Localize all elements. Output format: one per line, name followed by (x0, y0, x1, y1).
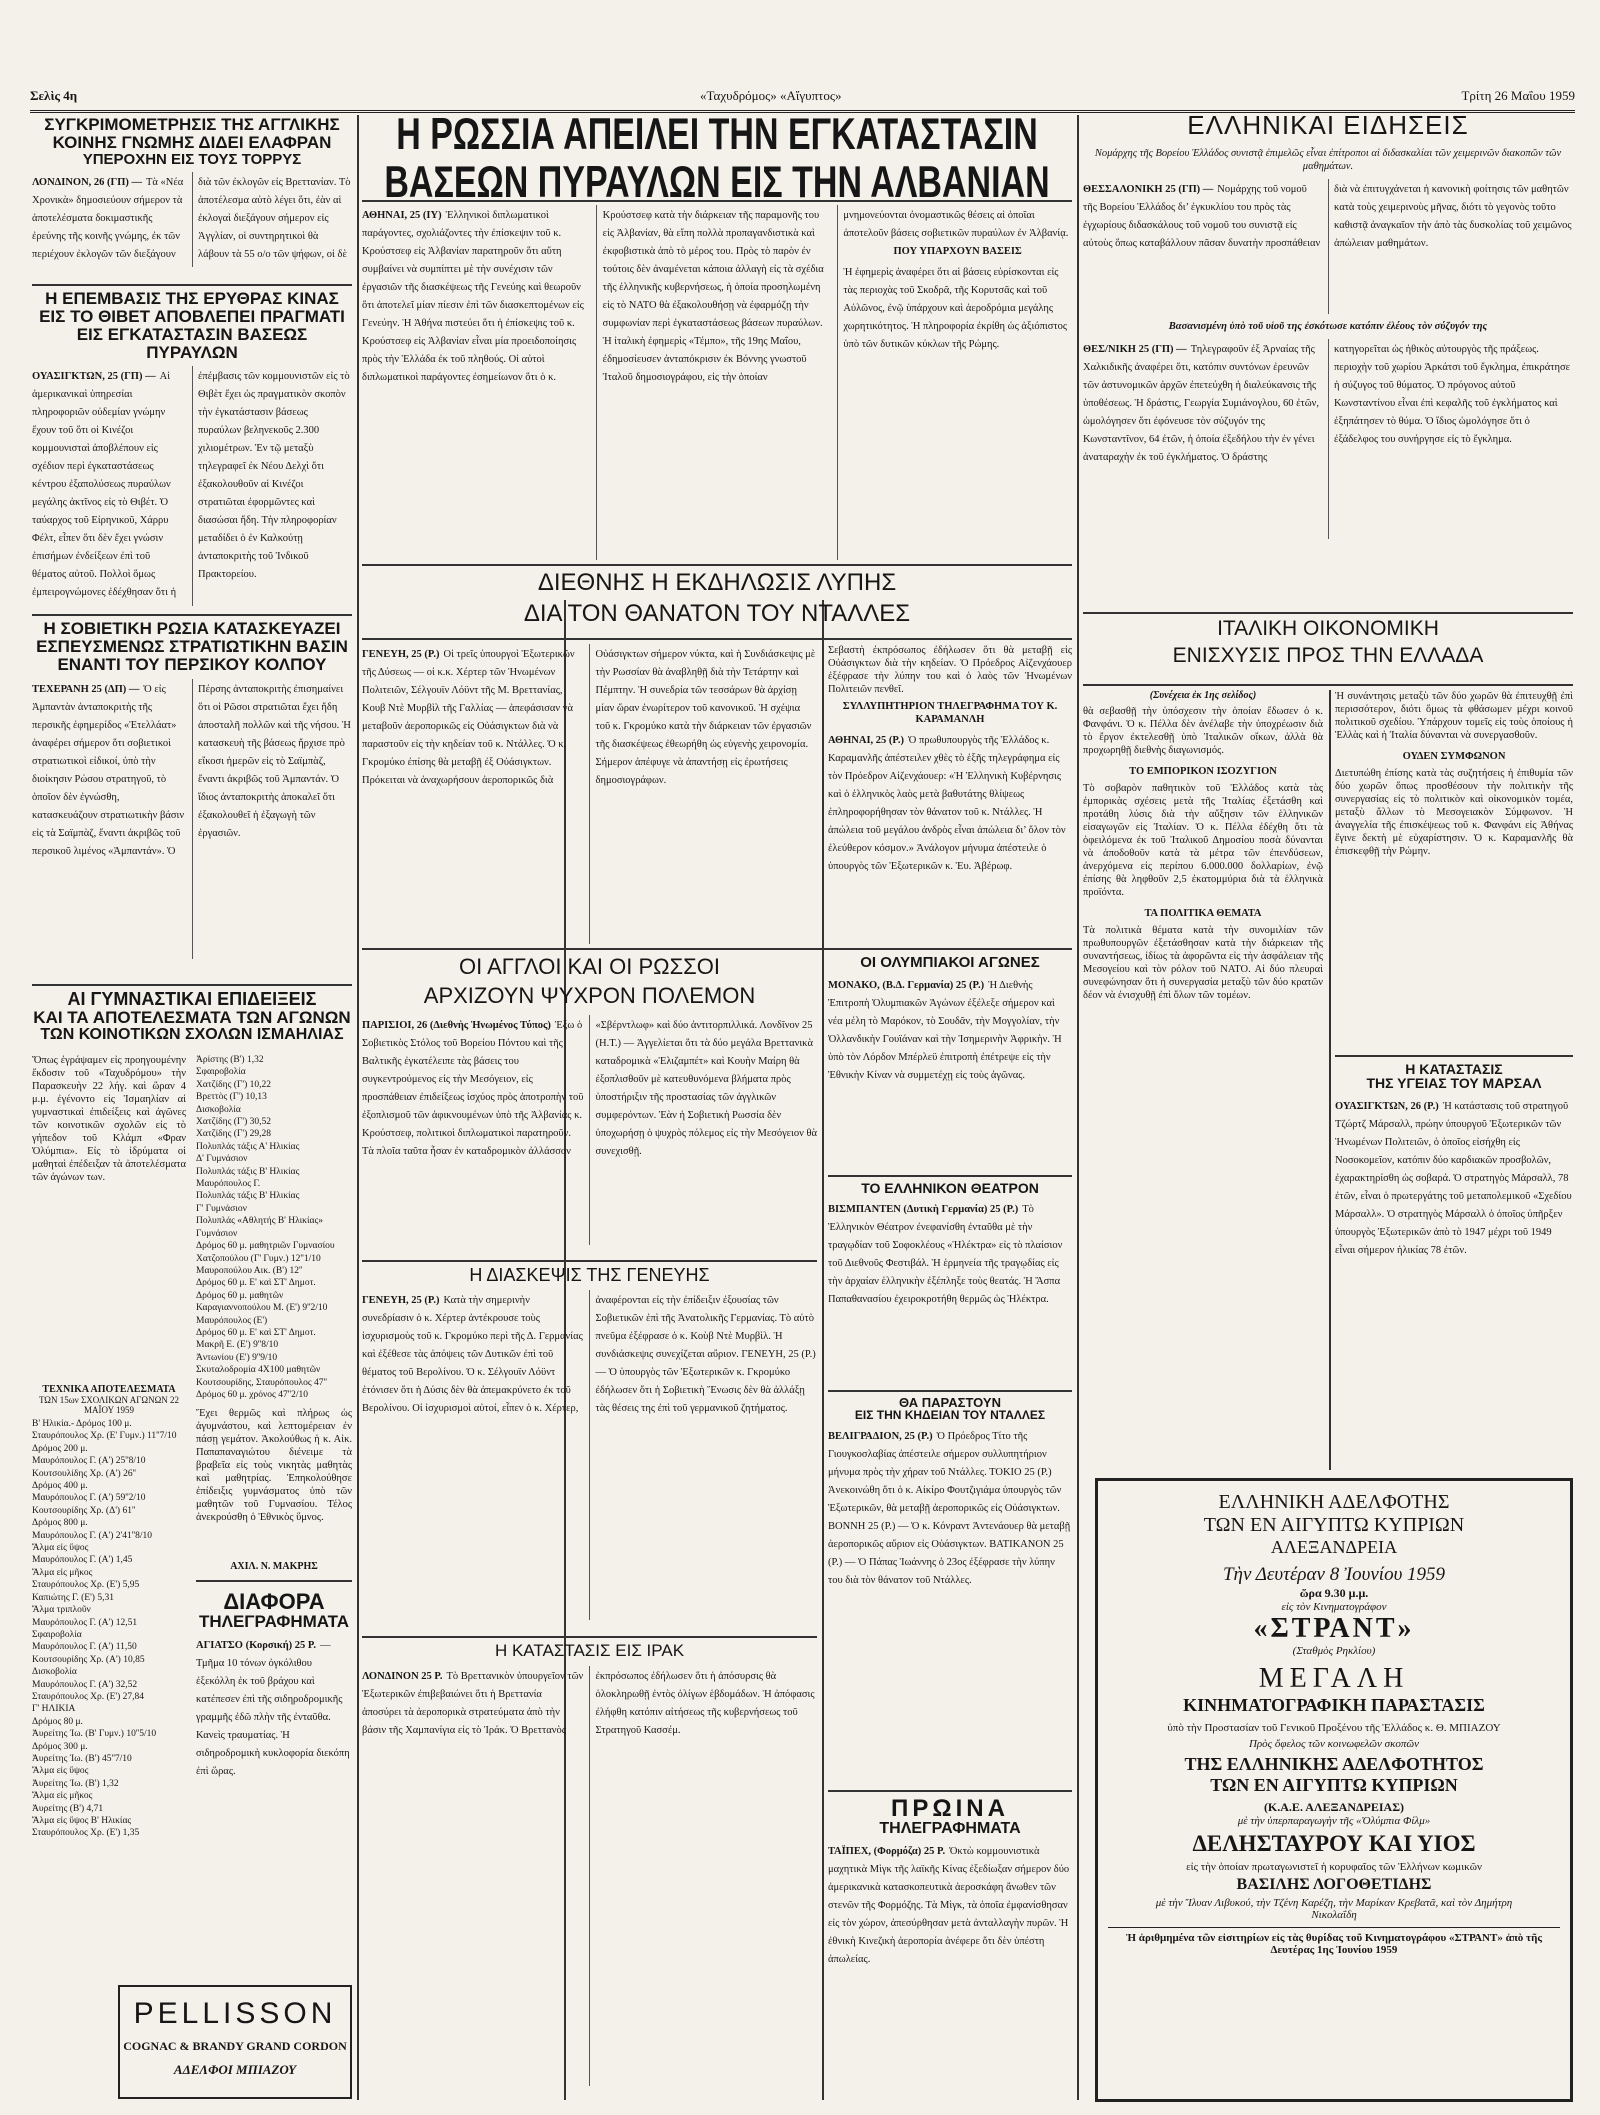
ad-cast: μὲ τὴν Ἴλυαν Λιβυκού, τὴν Τζένη Καρέζη, τὴν Μαρίκαν Κρεβατᾶ, καὶ τὸν Δημήτρη Νικολαΐδη (1155, 1897, 1513, 1921)
result-line: Σφαιροβολία (32, 1629, 82, 1640)
result-line: Μαυρόπουλος Γ. (Α') 12,51 (32, 1617, 138, 1628)
ad-venue-pre: εἰς τὸν Κινηματογράφον (1281, 1601, 1387, 1613)
article-funeral (828, 1390, 1072, 1785)
article-body (32, 679, 352, 959)
article-text: Σεβαστὴ ἐκπρόσωπος ἐδήλωσεν ὅτι θὰ μεταβῇ εἰς Οὐάσιγκτων διὰ τὴν κηδείαν. Ὁ Πρόεδρος Αἰζενχάουερ ἐξέφρασε τὴν λύπην του καὶ ὁ λαὸς τῶν Ἡνωμένων Πολιτειῶν πενθεῖ. (828, 645, 1072, 695)
result-line: Δρόμος 800 μ. (32, 1518, 88, 1529)
result-line: Δρόμος 60 μ. μαθητριῶν Γυμνασίου (196, 1241, 335, 1252)
results-subtitle: ΤΩΝ 15ων ΣΧΟΛΙΚΩΝ ΑΓΩΝΩΝ 22 ΜΑΪΟΥ 1959 (38, 1395, 180, 1415)
article-text: Διετυπώθη ἐπίσης κατὰ τὰς συζητήσεις ἡ ἐπιθυμία τῶν δύο χωρῶν ὅπως προσθέσουν τὴν πολιτικὴν τῆς συνεργασίας εἰς τὸ πολιτικὸν καὶ οἰκονομικὸν τομέα, μεταξὺ ἄλλων τὸ Μεσογειακὸν Σύμφωνον. Ἡ ἀναγγελία τῆς ἐπισκέψεως τοῦ κ. Φανφάνι εἰς Ἀθήνας ἔγινε δεκτὴ μὲ εὐχαρίστησιν. Ὁ κ. Καραμανλῆς θὰ ἐπισκεφθῇ τὴν Ρώμην. (1335, 768, 1573, 857)
article-text: Ἡ Διεθνὴς Ἐπιτροπὴ Ὀλυμπιακῶν Ἀγώνων ἐξέλεξε σήμερον καὶ νέα μέλη τὸ Μαρόκον, τὸ Σουδᾶν, τὴν Μογγολίαν, τὴν Ὀλλανδικὴν Γουϊάναν καὶ τὴν Ἰσημερινὴν Ἀφρικὴν. Ἡ ὑπὸ τὸν Λόρδον Μπέρλεϋ ἐπιτροπὴ ἐπέτρεψε εἰς τὴν Ἐθνικὴν Κίναν νὰ συμμετέχῃ εἰς τοὺς ἀγῶνας. (828, 979, 1062, 1081)
article-theatre (828, 1175, 1072, 1385)
continued-note: (Συνέχεια ἐκ 1ης σελίδος) (1149, 690, 1257, 701)
result-line: Πολυπλάς τάξις Α' Ηλικίας (196, 1141, 300, 1152)
divider (32, 984, 352, 986)
divider (32, 284, 352, 286)
dateline: ΑΘΗΝΑΙ, 25 (Ρ.) (828, 735, 905, 746)
divider (362, 564, 1072, 566)
subheading: ΣΥΛΛΥΠΗΤΗΡΙΟΝ ΤΗΛΕΓΡΑΦΗΜΑ ΤΟΥ Κ. ΚΑΡΑΜΑΝΛΗ (842, 701, 1058, 725)
headline: Η ΔΙΑΣΚΕΨΙΣ ΤΗΣ ΓΕΝΕΥΗΣ (469, 1264, 710, 1285)
ad-benefit: Πρὸς ὄφελος τῶν κοινωφελῶν σκοπῶν (1248, 1738, 1420, 1750)
result-line: Μαυρόπουλος Γ. (Α') 25''8/10 (32, 1456, 146, 1467)
ad-org: ΤΩΝ ΕΝ ΑΙΓΥΠΤΩ ΚΥΠΡΙΩΝ (1210, 1775, 1458, 1795)
article-albania (362, 205, 1072, 560)
result-line: Β' Ηλικία.- Δρόμος 100 μ. (32, 1419, 132, 1429)
result-line: Χατζίδης (Γ') 30,52 (196, 1117, 272, 1128)
article-text: — Τμῆμα 10 τόνων ὀγκόλιθου ἐξεκόλλη ἐκ τοῦ βράχου καὶ κατέπεσεν ἐπὶ τῆς σιδηροδρομικῆς γραμμῆς ἐδῶ πλὴν τῆς ἐνταῦθα. Κανεὶς τραυματίας. Ἡ σιδηροδρομικὴ κυκλοφορία διεκόπη ἐπὶ ὥρας. (196, 1639, 350, 1777)
article-poll (32, 116, 352, 281)
result-line: Ἅλμα εἰς μῆκος (32, 1567, 93, 1578)
issue-date: Τρίτη 26 Μαΐου 1959 (1461, 88, 1575, 103)
result-line: Κουτσουρίδης, Σταυρόπουλος 47'' (196, 1377, 327, 1388)
ital-headline-block (1083, 618, 1573, 680)
article-text: Ἑλληνικοὶ διπλωματικοὶ παράγοντες, σχολιάζοντες τὴν ἐπίσκεψιν τοῦ κ. Κρούστσεφ εἰς Ἀλβανίαν παρατηροῦν ὅτι αὕτη συμβαίνει νὰ συμπίπτει μὲ τὴν συνέχισιν τῶν ἐργασιῶν τῆς διασκέψεως τῆς Γενεύης καὶ θεωροῦν ὅτι ἀποτελεῖ μίαν πίεσιν ἐπὶ τῶν διασκεπτομένων εἰς Γενεύην. Ἡ Ἀθήνα πιστεύει ὅτι ἡ ἐπίσκεψις τοῦ κ. Κρούστσεφ εἰς Ἀλβανίαν εἶναι μία προειδοποίησις πρὸς τὴν Ἑλλάδα ἐκ τοῦ πληθούς. Οἱ αὐτοὶ διπλωματικοὶ παράγοντες ἐσημείωνον ὅτι ὁ κ. Κρούστσεφ κατὰ τὴν διάρκειαν τῆς παραμονῆς του εἰς Ἀλβανίαν, θὰ εἴπη πολλὰ προπαγανδιστικὰ καὶ ἐκφοβιστικὰ ἀπὸ τὸ μέρος του. Πρὸς τὸ παρὸν ἐν τούτοις δὲν ἀναμένεται κάποια ἀλλαγὴ εἰς τὰ σχέδια τῆς ἑλληνικῆς κυβερνήσεως, ἡ ὁποία προσηλωμένη εἰς τὸ ΝΑΤΟ θὰ ἐξακολουθήσῃ νὰ ἐφαρμόζῃ τὴν συμφωνίαν περὶ ἐγκαταστάσεως βάσεων πυραύλων. Ἡ ἰταλικὴ ἐφημερὶς «Τέμπο», τῆς 19ης Μαΐου, ἐδημοσίευσεν ἀνταπόκρισιν ἐκ Βόννης γνωστοῦ Ἰταλοῦ δημοσιογράφου, εἰς τὴν ὁποίαν μνημονεύονται ὀνομαστικῶς θέσεις αἱ ὁποῖαι ἀποτελοῦν βάσεις σοβιετικῶν πυραύλων ἐν Ἀλβανίᾳ. (362, 210, 1069, 383)
result-line: Πολυπλάς τάξις Β' Ηλικίας (196, 1191, 300, 1202)
dateline: ΜΟΝΑΚΟ, (Β.Δ. Γερμανία) 25 (Ρ.) (828, 979, 985, 991)
article-dulles (362, 644, 817, 944)
result-line: Μαυρόπουλος Γ. (196, 1179, 261, 1190)
article-text: Νομάρχης τοῦ νομοῦ τῆς Βορείου Ἑλλάδος δι’ ἐγκυκλίου του πρὸς τὰς ἐγχωρίους διδασκάλους τοῦ νομοῦ του συνιστᾷ εἰς αὐτοὺς ὅπως καταβάλλουν πᾶσαν δυνατὴν προσπάθειαν διὰ νὰ ἐπιτυγχάνεται ἡ κανονικὴ φοίτησις τῶν μαθητῶν κατὰ τοὺς χειμερινοὺς μῆνας, διότι τὸ γεγονὸς τοῦτο καθιστᾷ ἀναγκαῖον τὴν ἀπὸ τὰς δυσκολίας τοῦ χειμῶνος ἀπώλειαν μαθημάτων. (1083, 184, 1572, 250)
dateline: ΑΘΗΝΑΙ, 25 (ΙΥ) (362, 210, 442, 221)
headline: ΠΡΩΙΝΑ (891, 1794, 1009, 1822)
ad-brand: PELLISSON (133, 1997, 337, 2030)
result-line: Δρόμος 60 μ. χρόνος 47''2/10 (196, 1389, 309, 1400)
dateline: ΛΟΝΔΙΝΟΝ 25 Ρ. (362, 1670, 443, 1682)
headline: ΕΝΙΣΧΥΣΙΣ ΠΡΟΣ ΤΗΝ ΕΛΛΑΔΑ (1172, 644, 1484, 668)
result-line: Ἅλμα τριπλοῦν (32, 1605, 91, 1616)
result-line: Χατζίδης (Γ') 10,22 (196, 1079, 272, 1090)
headline: ΕΙΣ ΤΗΝ ΚΗΔΕΙΑΝ ΤΟΥ ΝΤΑΛΛΕΣ (854, 1408, 1046, 1423)
article-text: Τὰ πολιτικὰ θέματα κατὰ τὴν συνομιλίαν τῶν πρωθυπουργῶν ἐξετάσθησαν κατὰ τὴν διάρκειαν τῆς συναντήσεως, ἰδίως τὰ ἀφορῶντα εἰς τὴν ἀσφάλειαν τῆς Μεσογείου καὶ τὸν ρόλον τοῦ ΝΑΤΟ. Αἱ δύο πλευραὶ συνεφώνησαν ὅτι ἡ συνεργασία μεταξὺ τῶν δύο κρατῶν δέον νὰ ἐνισχυθῇ ἐπὶ ὅλων τῶν τομέων. (1083, 925, 1323, 1001)
result-line: Πολυπλάς «Αθλητής Β' Ηλικίας» (196, 1216, 324, 1227)
dateline: ΒΙΣΜΠΑΝΤΕΝ (Δυτικὴ Γερμανία) 25 (Ρ.) (828, 1204, 1019, 1216)
headline: ΕΙΣ ΤΟ ΘΙΒΕΤ ΑΠΟΒΛΕΠΕΙ ΠΡΑΓΜΑΤΙ (39, 306, 345, 326)
article-text: Τὰ «Νέα Χρονικὰ» δημοσιεύουν σήμερον τὰ ἀποτελέσματα δοκιμαστικῆς ἐρεύνης τῆς κοινῆς γνώμης, ἐκ τῶν περιέχουν ἐκλογῶν τῶν διεξάγουν διὰ τῶν ἐκλογῶν εἰς Βρεττανίαν. Τὸ ἀποτέλεσμα αὐτὸ λέγει ὅτι, ἐὰν αἱ ἐκλογαὶ διεξάγουν σήμερον εἰς Ἀγγλίαν, οἱ συντηρητικοὶ θὰ λάβουν τὰ 55 ο/ο τῶν ψήφων, οἱ δὲ (32, 177, 351, 261)
ad-time: ὥρα 9.30 μ.μ. (1299, 1586, 1369, 1600)
ad-film-title: ΔΕΛΗΣΤΑΥΡΟΥ ΚΑΙ ΥΙΟΣ (1192, 1831, 1476, 1856)
result-line: Καπιώτης Γ. (Ε') 5,31 (32, 1592, 114, 1603)
result-line: Βρεττὸς (Γ') 10,13 (196, 1092, 267, 1103)
divider (828, 1790, 1072, 1792)
result-line: Μαυροπούλου Αικ. (Β') 12'' (196, 1265, 303, 1276)
result-line: Γ' Γυμνάσιον (196, 1203, 247, 1214)
result-line: Μακρῆ Ε. (Ε') 9''8/10 (196, 1340, 279, 1351)
article-dulles-cont (828, 644, 1072, 944)
headline: ΕΝΑΝΤΙ ΤΟΥ ΠΕΡΣΙΚΟΥ ΚΟΛΠΟΥ (57, 654, 327, 674)
headline: ΔΙΑΦΟΡΑ (223, 1588, 325, 1614)
headline: ΚΑΙ ΤΑ ΑΠΟΤΕΛΕΣΜΑΤΑ ΤΩΝ ΑΓΩΝΩΝ (33, 1007, 351, 1027)
result-line: Κουτσουρίδης Χρ. (Δ') 61'' (32, 1505, 136, 1516)
article-text: Τηλεγραφοῦν ἐξ Ἀρναίας τῆς Χαλκιδικῆς ἀναφέρει ὅτι, κατόπιν συντόνων ἐρευνῶν τῶν ἀστυνομικῶν ἀρχῶν ἐπετεύχθη ἡ διαλεύκανσις τῆς ὑποθέσεως. Ἡ δράστις, Γεωργία Συμιάνογλου, 60 ἐτῶν, ὡμολόγησεν ὅτι ἐφόνευσε τὸν σύζυγόν της Κωνσταντῖνον, 64 ἐτῶν, ἡ ὁποία ἐξεδήλου τὴν ἐν γένει ἀναταραχὴν ἐκ τοῦ ἐγκλήματος. Ὁ δράστης κατηγορεῖται ὡς ἠθικὸς αὐτουργὸς τῆς πράξεως. (1083, 344, 1539, 464)
article-text: Ὁ πρωθυπουργὸς τῆς Ἑλλάδος κ. Καραμανλῆς ἀπέστειλεν χθὲς τὸ ἑξῆς τηλεγράφημα εἰς τὸν Πρόεδρον Αἰζενχάουερ: «Ἡ Ἑλληνικὴ Κυβέρνησις καὶ ὁ ἑλληνικὸς λαὸς μετὰ βαθυτάτης θλίψεως ἐπληροφορήθησαν τὸν θάνατον τοῦ κ. Ντάλλες. Ἡ ἀπώλεια τοῦ μεγάλου ἀνδρὸς εἶναι ἀπώλεια δι’ ὅλον τὸν ἐλεύθερον κόσμον.» Ἀνάλογον μήνυμα ἀπέστειλε ὁ ὑπουργὸς τῶν Ἐξωτερικῶν κ. Ἐυ. Ἀβέρωφ. (828, 735, 1066, 872)
divider (1083, 684, 1573, 686)
subheading: ΤΟ ΕΜΠΟΡΙΚΟΝ ΙΣΟΖΥΓΙΟΝ (1129, 766, 1277, 777)
result-line: Χατζοπούλου (Γ' Γυμν.) 12''1/10 (196, 1253, 321, 1264)
headline: ΤΗΛΕΓΡΑΦΗΜΑΤΑ (198, 1611, 350, 1631)
headline: ΤΟ ΕΛΛΗΝΙΚΟΝ ΘΕΑΤΡΟΝ (861, 1179, 1039, 1196)
divider (828, 1175, 1072, 1177)
article-text: Ἡ κατάστασις τοῦ στρατηγοῦ Τζώρτζ Μάρσαλλ, πρώην ὑπουργοῦ Ἐξωτερικῶν τῶν Ἡνωμένων Πολιτειῶν, ὁ ὁποῖος εἰσήχθη εἰς Νοσοκομεῖον, κατόπιν δύο καρδιακῶν προσβολῶν, ἐχαρακτηρίσθη ὡς σοβαρά. Ὁ στρατηγὸς Μάρσαλλ, 78 ἐτῶν, εἶναι ὁ πρωτεργάτης τοῦ μεταπολεμικοῦ «Σχεδίου Μάρσαλλ». Ὁ στρατηγὸς Μάρσαλλ ὁ ὁποῖος ὑπῆρξεν ὑπουργὸς Ἐξωτερικῶν ἀπὸ τὸ 1947 μέχρι τοῦ 1949 εἶναι σήμερον ἡλικίας 78 ἐτῶν. (1335, 1100, 1572, 1256)
paper-name: «Ταχυδρόμος» «Αἴγυπτος» (700, 88, 842, 103)
column-rule (1329, 690, 1331, 1470)
main-headline-block (362, 108, 1072, 200)
article-text: Ὅπως ἐγράψαμεν εἰς προηγουμένην ἔκδοσιν τοῦ «Ταχυδρόμου» τὴν Παρασκευὴν 22 λήγ. καὶ ὥραν 4 μ.μ. ἐγένοντο εἰς Ἰσμαηλίαν αἱ γυμναστικαὶ ἐπιδείξεις καὶ ἀγῶνες τῶν κοινοτικῶν σχολῶν εἰς τὸ γήπεδον τοῦ Κλάμπ «Φραν Ὀλύμπια». Εἰς τὸ ἰδρύματα οἱ μαθηταὶ ἐπέδειξαν τὰ ἀποτελέσματα τῶν ἀγώνων των. (32, 1055, 186, 1183)
result-line: Ἅλμα εἰς ὕψος Β' Ηλικίας (32, 1816, 132, 1826)
result-line: Κουτσουλίδης Χρ. (Α') 26'' (32, 1468, 136, 1479)
dateline: ΤΑΪΠΕΧ, (Φορμόζα) 25 Ρ. (828, 1846, 946, 1858)
ad-product: COGNAC & BRANDY GRAND CORDON (123, 2039, 347, 2053)
article-text: Ἐξω ὁ Σοβιετικὸς Στόλος τοῦ Βορείου Πόντου καὶ τῆς Βαλτικῆς ἐγκατέλειπε τὰς βάσεις του συγκεντρούμενος εἰς τὴν Μεσόγειον, εἰς προσπάθειαν ἐπιδείξεως ἰσχύος πρὸς ἀποτροπὴν τοῦ ἐξοπλισμοῦ τῶν ἀφικνουμένων ὑπὸ τῆς Ἀλβανίας κ. Κρούστσεφ, πολιτικοὶ διπλωματικοὶ παρατηροῦν. Τὰ πλοῖα ταῦτα ἦσαν ἐν καταδρομικὸν ἀλλάσσον «Σβέρντλωφ» καὶ δύο ἀντιτορπιλλικά. Λονδῖνον 25 (Η.Τ.) — Ἀγγελίεται ὅτι τὰ δύο μεγάλα Βρεττανικὰ καταδρομικὰ «Ἐλιζαμπέτ» καὶ Κουὴν Μαίρη θὰ ἐξοπλισθοῦν μὲ κατευθυνόμενα βλήματα πρὸς ὑποστήριξιν τῆς προστασίας τῶν ἀγγλικῶν συμφερόντων. Ἐὰν ἡ Σοβιετικὴ Ρωσσία δὲν ὑποχωρήσῃ ὁ ψυχρὸς πόλεμος εἰς τὴν Μεσόγειον θὰ συνεχισθῇ. (362, 1020, 817, 1158)
result-line: Γ' ΗΛΙΚΙΑ (32, 1704, 76, 1715)
divider (362, 1260, 817, 1262)
result-line: Μαυρόπουλος (Ε') (196, 1315, 268, 1326)
article-china (32, 290, 352, 610)
result-line: Ἀυρείτης (Β') 4,71 (32, 1803, 104, 1814)
article-morning-telegrams (828, 1790, 1072, 2095)
article-body (32, 172, 352, 267)
ad-org: ΤΗΣ ΕΛΛΗΝΙΚΗΣ ΑΔΕΛΦΟΤΗΤΟΣ (1184, 1754, 1484, 1774)
headline: ΚΟΙΝΗΣ ΓΝΩΜΗΣ ΔΙΔΕΙ ΕΛΑΦΡΑΝ (52, 132, 332, 152)
dateline: ΓΕΝΕΥΗ, 25 (Ρ.) (362, 1295, 440, 1307)
article-text: περιοχὴν τοῦ χωρίου Ἀρκάτσι τοῦ ἔγκλημα, ἐπικράτησε ἡ σύζυγος τοῦ θύματος. Ὁ πρόγονος αὐτοῦ Κωνσταντίνου εἶναι ἐπὶ κεφαλῆς τοῦ ἐγκλήματος καὶ ἐξηπάτησεν τὸ θύμα. Ὁ ἴδιος ὡμολόγησε ὅτι ὁ ἐξάδελφος του συνήργησε εἰς τὸ ἔγκλημα. (1334, 362, 1571, 446)
article-text: Ὀκτὼ κομμουνιστικὰ μαχητικὰ Μὶγκ τῆς λαϊκῆς Κίνας ἐξεδίωξαν σήμερον δύο ἀμερικανικὰ κατασκοπευτικὰ ἀεροσκάφη ἄνωθεν τῶν στενῶν τῆς Φορμόζης. Τὰ Μὶγκ, τὰ ὁποῖα ἐμφανίσθησαν εἰς τὸν χώρον, ἀπεσύρθησαν μετὰ ἀνταλλαγὴν πυρῶν. Ἡ ἐθνικὴ Κινεζικὴ ἀεροπορία ἀνέφερε ὅτι δὲν ὑπέστη ἀπωλείας. (828, 1846, 1070, 1966)
divider (1083, 612, 1573, 614)
result-line: Ἅλμα εἰς ὕψος (32, 1543, 89, 1554)
ad-venue-addr: (Σταθμὸς Ρηκλίου) (1292, 1645, 1376, 1657)
ad-agent: ΑΔΕΛΦΟΙ ΜΠΙΑΖΟΥ (173, 2062, 297, 2077)
headline: ΣΥΓΚΡΙΜΟΜΕΤΡΗΣΙΣ ΤΗΣ ΑΓΓΛΙΚΗΣ (44, 116, 340, 134)
ad-show: ΜΕΓΑΛΗ (1258, 1663, 1410, 1694)
column-rule (822, 600, 824, 2100)
result-line: Ἀυρείτης Ἰω. (Β') 1,32 (32, 1778, 119, 1789)
article-olympics (828, 955, 1072, 1170)
result-line: Δρόμος 400 μ. (32, 1481, 88, 1492)
dateline: ΟΥΑΣΙΓΚΤΩΝ, 26 (Ρ.) (1335, 1100, 1439, 1112)
headline: ΤΩΝ ΚΟΙΝΟΤΙΚΩΝ ΣΧΟΛΩΝ ΙΣΜΑΗΛΙΑΣ (40, 1025, 344, 1043)
divider (1335, 1055, 1573, 1057)
article-intro: Νομάρχης τῆς Βορείου Ἑλλάδος συνιστᾷ ἐπιμελῶς εἶναι ἐπίτροποι αἱ διδασκαλίαι τῶν χειμερινῶν διακοπῶν τῶν μαθημάτων. (1094, 148, 1562, 173)
headline: Η ΣΟΒΙΕΤΙΚΗ ΡΩΣΙΑ ΚΑΤΑΣΚΕΥΑΖΕΙ (43, 620, 341, 638)
result-line: Μαυρόπουλος Γ. (Α') 11,50 (32, 1642, 137, 1653)
results-list (196, 1054, 352, 1401)
result-line: Δρόμος 60 μ. Ε' καὶ ΣΤ' Δημοτ. (196, 1278, 316, 1289)
divider (362, 948, 1072, 950)
gym-left-col (32, 1054, 186, 1984)
result-line: Δρόμος 60 μ. Ε' καὶ ΣΤ' Δημοτ. (196, 1327, 316, 1338)
article-greek-news (1083, 108, 1573, 608)
result-line: Σταυρόπουλος Χρ. (Ε') 1,35 (32, 1828, 140, 1839)
article-text: θὰ σεβασθῇ τὴν ὑπόσχεσιν τὴν ὁποίαν ἔδωσεν ὁ κ. Φανφάνι. Ὁ κ. Πέλλα δὲν ἀνέλαβε τὴν ὑποχρέωσιν διὰ τὸ ἔργον ἐκτελεσθῇ ὑπὸ Ἰταλικῶν οἴκων, ἀλλὰ θὰ προχωρηθῇ διεθνὴς διαγωνισμός. (1083, 706, 1323, 756)
headline: ΟΙ ΑΓΓΛΟΙ ΚΑΙ ΟΙ ΡΩΣΣΟΙ (458, 955, 721, 979)
ad-show: ΚΙΝΗΜΑΤΟΓΡΑΦΙΚΗ ΠΑΡΑΣΤΑΣΙΣ (1183, 1695, 1485, 1715)
dulles-headline-block (362, 570, 1072, 632)
dateline: ΤΕΧΕΡΑΝΗ 25 (ΔΠ) — (32, 683, 140, 695)
result-line: Σταυρόπουλος Χρ. (Ε' Γυμν.) 11''7/10 (32, 1431, 177, 1442)
article-text: Ἡ ἐφημερὶς ἀναφέρει ὅτι αἱ βάσεις εὑρίσκονται εἰς τὰς περιοχὰς τοῦ Σκοδρᾶ, τῆς Κορυτσᾶς καὶ τοῦ Αὐλῶνος, ἐνῷ ὑπάρχουν καὶ ἀεροδρόμια μεγάλης χωρητικότητος. Ἡ πληροφορία ἐκρίθη ὡς ἀξιόπιστος ὑπὸ τῶν δυτικῶν κύκλων τῆς Ρώμης. (843, 267, 1068, 350)
main-headline: ΒΑΣΕΩΝ ΠΥΡΑΥΛΩΝ ΕΙΣ ΤΗΝ ΑΛΒΑΝΙΑΝ (384, 157, 1050, 200)
headline: Η ΚΑΤΑΣΤΑΣΙΣ (1405, 1060, 1503, 1077)
result-line: Ἀντωνίου (Ε') 9''9/10 (196, 1352, 278, 1363)
results-list (32, 1418, 186, 1840)
article-text: Τὸ Ἑλληνικὸν Θέατρον ἐνεφανίσθη ἐνταῦθα μὲ τὴν τραγῳδίαν τοῦ Σοφοκλέους «Ἠλέκτρα» εἰς τὸ πλαίσιον τοῦ Διεθνοῦς Φεστιβάλ. Ἡ ἑρμηνεία τῆς τραγῳδίας εἰς τὴν ἀρχαίαν ἑλληνικὴν ἐξέπληξε τοὺς θεατάς. Ἡ Ἄσπα Παπαθανασίου ἐχειροκροτήθη θερμῶς ὡς Ἠλέκτρα. (828, 1204, 1063, 1306)
article-text: Αἱ ἀμερικανικαὶ ὑπηρεσίαι πληροφοριῶν οὐδεμίαν γνώμην ἔχουν τοῦ ὅτι οἱ Κινέζοι κομμουνισταὶ ἀποβλέπουν εἰς σχέδιον περὶ ἐγκαταστάσεως κέντρου ἐξαπολύσεως πυραύλων μεγάλης ἀκτῖνος εἰς τὸ Θιβέτ. Ὁ ταύαρχος τοῦ Εἰρηνικοῦ, Χάρρυ Φέλτ, εἶπεν ὅτι δὲν ἔχει γνώσιν ἐπισήμων ἐνδείξεων ἐπὶ τοῦ θέματος αὐτοῦ. Πολλοὶ ὅμως ἐμπειρογνώμονες ἐδέχθησαν ὅτι ἡ ἐπέμβασις τῶν κομμουνιστῶν εἰς τὸ Θιβὲτ ἔχει ὡς πραγματικὸν σκοπὸν τὴν ἐγκατάστασιν βάσεως πυραύλων βεληνεκοῦς 2.300 χιλιομέτρων. Ἐν τῷ μεταξὺ τηλεγραφεῖ ἐκ Νέου Δελχὶ ὅτι ἐξακολουθοῦν αἱ Κινέζοι στρατιῶται ἐφορμῶντες καὶ διασώσαι ἤδη. Τὴν πληροφορίαν μεταδίδει ὁ ἐν Καλκούτῃ ἀνταποκριτὴς τοῦ Ἰνδικοῦ Πρακτορείου. (32, 371, 350, 599)
result-line: Σταυρόπουλος Χρ. (Ε') 5,95 (32, 1580, 140, 1591)
dateline: ΟΥΑΣΙΓΚΤΩΝ, 25 (ΓΠ) — (32, 371, 156, 383)
article-text: Τὸ Βρεττανικὸν ὑπουργεῖον τῶν Ἐξωτερικῶν ἐπιβεβαιώνει ὅτι ἡ Βρεττανία ἀποσύρει τὰ ἀεροπορικὰ στρατεύματα ἀπὸ τὴν βάσιν τῆς Χαμπανίγια εἰς τὸ Ἰράκ. Ὁ Βρεττανὸς ἐκπρόσωπος ἐδήλωσεν ὅτι ἡ ἀπόσυρσις θὰ ὁλοκληρωθῇ ἐντὸς ὀλίγων ἑβδομάδων. Ἡ ἀπόφασις ἐλήφθη κατόπιν αἰτήσεως τῆς κυβερνήσεως τοῦ Στρατηγοῦ Κασσέμ. (362, 1670, 815, 1736)
result-line: Μαυρόπουλος Γ. (Α') 32,52 (32, 1679, 138, 1690)
result-line: Δρόμος 300 μ. (32, 1741, 88, 1752)
result-line: Ἀυρείτης Ἰω. (Β') 45''7/10 (32, 1753, 132, 1764)
headline: ΙΤΑΛΙΚΗ ΟΙΚΟΝΟΜΙΚΗ (1217, 618, 1439, 640)
result-line: Μαυρόπουλος Γ. (Α') 2'41''8/10 (32, 1530, 153, 1541)
divider (362, 638, 1072, 640)
headline: Η ΕΠΕΜΒΑΣΙΣ ΤΗΣ ΕΡΥΘΡΑΣ ΚΙΝΑΣ (45, 290, 339, 308)
headline: ΔΙΑ ΤΟΝ ΘΑΝΑΤΟΝ ΤΟΥ ΝΤΑΛΛΕΣ (523, 600, 911, 628)
main-headline: Η ΡΩΣΣΙΑ ΑΠΕΙΛΕΙ ΤΗΝ ΕΓΚΑΤΑΣΤΑΣΙΝ (396, 110, 1038, 160)
divider (828, 1390, 1072, 1392)
article-geneva (362, 1260, 817, 1630)
subheading: ΤΑ ΠΟΛΙΤΙΚΑ ΘΕΜΑΤΑ (1144, 908, 1262, 919)
column-rule (1077, 115, 1079, 2100)
article-text: Οἱ τρεῖς ὑπουργοὶ Ἐξωτερικῶν τῆς Δύσεως — οἱ κ.κ. Χέρτερ τῶν Ἡνωμένων Πολιτειῶν, Σέλγουϊν Λόϋντ τῆς Μ. Βρεττανίας, Κουβ Ντὲ Μυρβὶλ τῆς Γαλλίας — ἀπεφάσισαν νὰ μεταβοῦν ἀεροπορικῶς εἰς Οὐάσιγκτων διὰ νὰ παραστοῦν εἰς τὴν κηδείαν τοῦ κ. Ντάλλες. Ὁ κ. Γκρομύκο ἐπίσης θὰ μεταβῇ ἐξ Οὐάσιγκτων. Πρόκειται νὰ ἀναχωρήσουν ἀεροπορικῶς διὰ Οὐάσιγκτων σήμερον νύκτα, καὶ ἡ Συνδιάσκεψις μὲ τὴν Ρωσσίαν θὰ ἀναβληθῇ διὰ τὴν Τετάρτην καὶ Πέμπτην. Ἡ συνεδρία τῶν τεσσάρων θὰ ἀρχίσῃ μίαν ὥραν ἐνωρίτερον τοῦ κανονικοῦ. Ἡ σχέψια τοῦ κ. Γκρομύκο κατὰ τὴν διάρκειαν τῶν ἐργασιῶν τῆς διασκέψεως ἐθεωρήθη ὡς εὐγενὴς χειρονομία. Σήμερον ἀπέφυγε νὰ ἀπαντήσῃ εἰς ἐρωτήσεις δημοσιογράφων. (362, 649, 816, 786)
result-line: Ἅλμα εἰς μῆκος (32, 1791, 93, 1802)
ad-org: ΤΩΝ ΕΝ ΑΙΓΥΠΤΩ ΚΥΠΡΙΩΝ (1203, 1514, 1465, 1536)
page-number: Σελὶς 4η (30, 88, 78, 103)
result-line: Δρόμος 80 μ. (32, 1716, 83, 1727)
headline: ΟΙ ΟΛΥΜΠΙΑΚΟΙ ΑΓΩΝΕΣ (860, 955, 1040, 971)
headline: ΕΣΠΕΥΣΜΕΝΩΣ ΣΤΡΑΤΙΩΤΙΚΗΝ ΒΑΣΙΝ (36, 636, 348, 656)
article-text: Ὁ Πρόεδρος Τίτο τῆς Γιουγκοσλαβίας ἀπέστειλε σήμερον συλλυπητήριον μήνυμα πρὸς τὴν χήραν τοῦ Ντάλλες. ΤΟΚΙΟ 25 (Ρ.) Ἀνεκοινώθη ὅτι ὁ κ. Αἰκίρο Φουτζιγιάμα ὑπουργὸς τῶν Ἐξωτερικῶν, θὰ μεταβῇ ἀεροπορικῶς εἰς Οὐάσιγκτων. ΒΟΝΝΗ 25 (Ρ.) — Ὁ κ. Κόνραντ Ἀντενάουερ θὰ μεταβῇ ἀεροπορικῶς αὔριον εἰς Οὐάσιγκτων. ΒΑΤΙΚΑΝΟΝ 25 (Ρ.) — Ὁ Πάπας Ἰωάννης ὁ 23ος ἐξέφρασε τὴν λύπην του διὰ τὸν θάνατον τοῦ Ντάλλες. (828, 1430, 1071, 1586)
dateline: ΓΕΝΕΥΗ, 25 (Ρ.) (362, 649, 440, 660)
ad-org: ΕΛΛΗΝΙΚΗ ΑΔΕΛΦΟΤΗΣ (1218, 1491, 1450, 1513)
article-marshall (1335, 1055, 1573, 1470)
headline: ΘΑ ΠΑΡΑΣΤΟΥΝ (899, 1394, 1001, 1410)
result-line: Δρόμος 200 μ. (32, 1443, 88, 1454)
result-line: Ἅλμα εἰς ὕψος (32, 1766, 89, 1777)
author-signature: ΑΧΙΛ. Ν. ΜΑΚΡΗΣ (230, 1561, 318, 1573)
divider (196, 1580, 352, 1582)
result-line: Δρόμος 60 μ. μαθητῶν (196, 1290, 284, 1301)
article-gymnastics (32, 990, 352, 1990)
result-line: Μαυρόπουλος Γ. (Α') 59''2/10 (32, 1493, 146, 1504)
ad-date: Τὴν Δευτέραν 8 Ἰουνίου 1959 (1222, 1564, 1446, 1585)
result-line: Κουτσουρίδης Χρ. (Α') 10,85 (32, 1654, 145, 1665)
headline: ΤΗΣ ΥΓΕΙΑΣ ΤΟΥ ΜΑΡΣΑΛ (1366, 1075, 1542, 1092)
headline: Η ΚΑΤΑΣΤΑΣΙΣ ΕΙΣ ΙΡΑΚ (494, 1642, 685, 1660)
article-text: Ἡ συνάντησις μεταξὺ τῶν δύο χωρῶν θὰ ἐπιτευχθῇ ἐπὶ περισσότερον, διότι ὅμως τὰ φθάσωμεν μέχρι κοινοῦ πολιτικοῦ σχεδίου. Ὑπάρχουν τομεῖς εἰς τοὺς ὁποίους ἡ Ἑλλὰς καὶ ἡ Ἰταλία δύνανται νὰ συνεργασθοῦν. (1335, 691, 1573, 741)
headline: ΥΠΕΡΟΧΗΝ ΕΙΣ ΤΟΥΣ ΤΟΡΡΥΣ (82, 150, 302, 168)
headline: ΤΗΛΕΓΡΑΦΗΜΑΤΑ (879, 1819, 1021, 1837)
gym-right-col (196, 1054, 352, 1984)
dateline: ΛΟΝΔΙΝΟΝ, 26 (ΓΠ) — (32, 177, 143, 189)
headline: ΕΙΣ ΕΓΚΑΤΑΣΤΑΣΙΝ ΒΑΣΕΩΣ ΠΥΡΑΥΛΩΝ (76, 324, 308, 362)
column-rule (357, 115, 359, 2100)
ad-patron: ὑπὸ τὴν Προστασίαν τοῦ Γενικοῦ Προξένου τῆς Ἑλλάδος κ. Θ. ΜΠΙΑΖΟΥ (1167, 1722, 1501, 1734)
article-text: Ἔχει θερμῶς καὶ πλήρως ὡς ἀγυμνάστου, καὶ λεπτομέρειαν ἐν πάσῃ γεμάτον. Ἀκολούθως ἡ κ. Αἰκ. Παπαπαναγιώτου διένειμε τὰ βραβεῖα εἰς τοὺς νικητὰς μαθητὰς καὶ μαθητρίας. Ἐπηκολούθησε ἐπίδειξις γυμνάσματος ὑπὸ τῶν μαθητῶν τοῦ Γυμνασίου. Τέλος ἀνεκρούσθη ὁ Ἐθνικὸς ὕμνος. (196, 1408, 352, 1524)
headline: ΕΛΛΗΝΙΚΑΙ ΕΙΔΗΣΕΙΣ (1187, 110, 1469, 140)
result-line: Χατζίδης (Γ') 29,28 (196, 1129, 272, 1140)
result-line: Γυμνάσιον (196, 1228, 238, 1239)
article-cold-war (362, 955, 817, 1255)
ad-footer: Ἡ ἀριθμημένα τῶν εἰσιτηρίων εἰς τὰς θυρίδας τοῦ Κινηματογράφου «ΣΤΡΑΝΤ» ἀπὸ τῆς Δευτέρας 1ης Ἰουνίου 1959 (1108, 1927, 1560, 1956)
ad-kae: (Κ.Α.Ε. ΑΛΕΞΑΝΔΡΕΙΑΣ) (1263, 1800, 1405, 1814)
divider (362, 200, 1072, 202)
result-line: Δ' Γυμνάσιον (196, 1154, 248, 1165)
ad-cinema-event (1095, 1478, 1573, 2102)
result-line: Σκυταλοδρομία 4Χ100 μαθητῶν (196, 1365, 321, 1376)
divider (32, 614, 352, 616)
result-line: Δισκοβολία (196, 1104, 241, 1115)
result-line: Καραγιαννοπούλου Μ. (Ε') 9''2/10 (196, 1303, 328, 1314)
ad-city: ΑΛΕΞΑΝΔΡΕΙΑ (1270, 1537, 1398, 1557)
headline: ΔΙΕΘΝΗΣ Η ΕΚΔΗΛΩΣΙΣ ΛΥΠΗΣ (537, 570, 897, 596)
dateline: ΘΕΣΣΑΛΟΝΙΚΗ 25 (ΓΠ) — (1083, 184, 1214, 196)
results-title: ΤΕΧΝΙΚΑ ΑΠΟΤΕΛΕΣΜΑΤΑ (42, 1384, 176, 1395)
dateline: ΘΕΣ/ΝΙΚΗ 25 (ΓΠ) — (1083, 344, 1187, 356)
article-italian-aid-cont (1335, 690, 1573, 1050)
article-persian-gulf (32, 620, 352, 980)
ad-production: μὲ τὴν ὑπερπαραγωγὴν τῆς «Ὀλύμπια Φίλμ» (1237, 1815, 1431, 1827)
article-text: Τὸ σοβαρὸν παθητικὸν τοῦ Ἑλλάδος κατὰ τὰς ἐμπορικὰς σχέσεις μετὰ τῆς Ἰταλίας ἐξετάσθη καὶ προτάθη λύσις διὰ τὴν αὔξησιν τῶν ἑλληνικῶν εἰσαγωγῶν εἰς Ἰταλίαν. Ὁ κ. Πέλλα ἐδέχθη ὅτι τὰ ὀφειλόμενα ἐκ τοῦ Ἰταλικοῦ Δημοσίου ποσὰ δύνανται νὰ ἀποδοθοῦν κατὰ τὰ μέτρα τῶν ἐπενδύσεων, ἀνερχόμενα εἰς περίπου 6.000.000 δολλαρίων, ἐνῷ ἐπίσης θὰ ληφθοῦν 2,5 ἐκατομμύρια διὰ τὰ ἑλληνικὰ προϊόντα. (1083, 783, 1323, 898)
result-line: Ἀρίστης (Β') 1,32 (196, 1055, 264, 1065)
dateline: ΒΕΛΙΓΡΑΔΙΟΝ, 25 (Ρ.) (828, 1430, 933, 1442)
result-line: Πολυπλάς τάξις Β' Ηλικίας (196, 1166, 300, 1177)
ad-cast-intro: εἰς τὴν ὁποίαν πρωταγωνιστεῖ ἡ κορυφαῖος τῶν Ἑλλήνων κωμικῶν (1186, 1861, 1482, 1873)
article-text: Κατὰ τὴν σημερινὴν συνεδρίασιν ὁ κ. Χέρτερ ἀντέκρουσε τοὺς ἰσχυρισμοὺς τοῦ κ. Γκρομύκο περὶ τῆς Δ. Γερμανίας καὶ ἐξέθεσε τὰς ἀπόψεις τῶν Δυτικῶν ἐπὶ τοῦ θέματος τοῦ Βερολίνου. Ὁ κ. Σέλγουϊν Λόϋντ ἐτόνισεν ὅτι ἡ Δύσις δὲν θὰ ἀπεμακρύνετο ἐκ τοῦ Βερολίνου. Οἱ ἰσχυρισμοὶ αὐτοί, εἶπεν ὁ κ. Χέρτερ, ἀναφέρονται εἰς τὴν ἐπίδειξιν ἐξουσίας τῶν Σοβιετικῶν ἐπὶ τῆς Ἀνατολικῆς Γερμανίας. Τὸ αὐτὸ πνεῦμα ἐξέφρασε ὁ κ. Κοὺβ Ντὲ Μυρβὶλ. Ἡ συνδιάσκεψις συνεχίζεται αὔριον. ΓΕΝΕΥΗ, 25 (Ρ.) — Ὁ ὑπουργὸς τῶν Ἐξωτερικῶν κ. Γκρομύκο ἐδήλωσεν ὅτι ἡ Σοβιετικὴ Ἕνωσις δὲν θὰ ἀλλάξῃ τὰς θέσεις της ἐπὶ τοῦ γερμανικοῦ ζητήματος. (362, 1295, 816, 1415)
subheading: ΠΟΥ ΥΠΑΡΧΟΥΝ ΒΑΣΕΙΣ (893, 246, 1022, 257)
ad-pellisson (118, 1985, 352, 2099)
result-line: Δισκοβολία (32, 1667, 77, 1678)
article-text: Ὁ εἰς Ἀμπαντὰν ἀνταποκριτὴς τῆς περσικῆς ἐφημερίδος «Ἐτελλάατ» ἀναφέρει σήμερον ὅτι σοβιετικοὶ στρατιωτικοὶ εἰδικοί, ὑπὸ τὴν διοίκησιν Ρώσου στρατηγοῦ, τὸ ὁποῖον δὲν ἐγνώσθη, κατασκευάζουν στρατιωτικὴν βάσιν εἰς τὰ Σαϊμπὰζ, ἔναντι ἀκριβῶς τοῦ περσικοῦ λιμένος «Ἀμπαντάν». Ὁ Πέρσης ἀνταποκριτὴς ἐπισημαίνει ὅτι οἱ Ρῶσοι στρατιῶται ἔχει ἤδη ἀποσταλῆ πολλῶν καὶ τῆς νήσου. Ἡ κατασκευὴ τῆς βάσεως ἤρχισε πρὸ εἴκοσι ἡμερῶν εἰς τὸ Σαϊμπὰζ, ἔναντι ἀκριβῶς τοῦ Ἀμπαντάν. Ὁ ἴδιος ἀνταποκριτὴς ἀποκαλεῖ ὅτι ἐξακολουθεῖ ἡ ἐξαγωγὴ τῶν ἐργασιῶν. (32, 683, 351, 857)
divider (362, 1636, 817, 1638)
headline: ΑΡΧΙΖΟΥΝ ΨΥΧΡΟΝ ΠΟΛΕΜΟΝ (423, 983, 756, 1009)
subheading: Βασανισμένη ὑπὸ τοῦ υἱοῦ της ἐσκότωσε κατόπιν ἐλέους τὸν σύζυγόν της (1168, 321, 1488, 333)
result-line: Ἀυρείτης Ἰω. (Β' Γυμν.) 10''5/10 (32, 1729, 157, 1740)
ad-star: ΒΑΣΙΛΗΣ ΛΟΓΟΘΕΤΙΔΗΣ (1236, 1876, 1432, 1893)
article-italian-aid (1083, 690, 1323, 1475)
article-body (32, 366, 352, 606)
result-line: Μαυρόπουλος Γ. (Α') 1,45 (32, 1555, 133, 1566)
dateline: ΠΑΡΙΣΙΟΙ, 26 (Διεθνὴς Ἡνωμένος Τύπος) (362, 1020, 551, 1032)
result-line: Σταυρόπουλος Χρ. (Ε') 27,84 (32, 1691, 145, 1702)
subheading: ΟΥΔΕΝ ΣΥΜΦΩΝΟΝ (1402, 751, 1506, 762)
result-line: Σφαιροβολία (196, 1067, 246, 1078)
article-iraq (362, 1642, 817, 2097)
dateline: ΑΓΙΑΤΣΟ (Κορσική) 25 Ρ. (196, 1639, 316, 1651)
headline: ΑΙ ΓΥΜΝΑΣΤΙΚΑΙ ΕΠΙΔΕΙΞΕΙΣ (67, 990, 317, 1009)
ad-venue: «ΣΤΡΑΝΤ» (1253, 1613, 1415, 1644)
